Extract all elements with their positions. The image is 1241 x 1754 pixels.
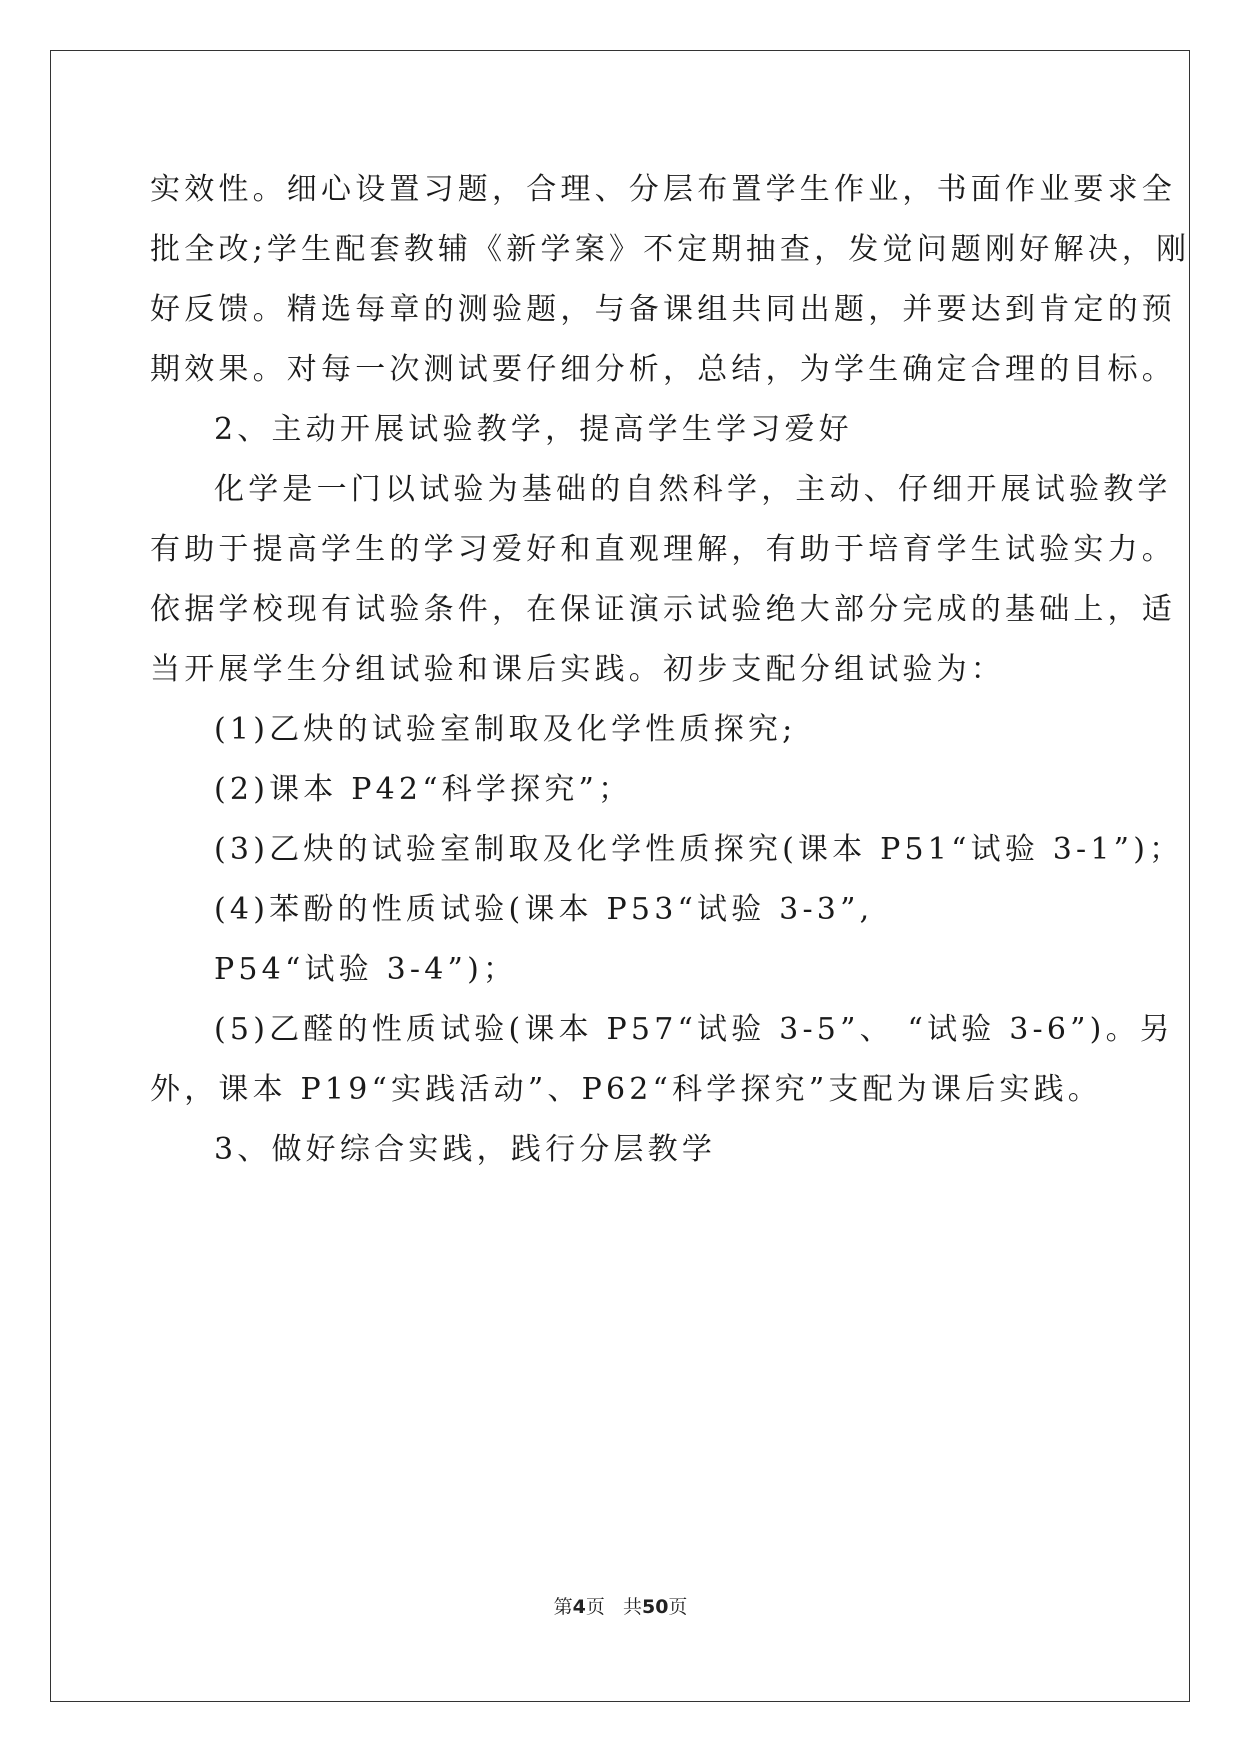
footer-total-prefix: 共 — [622, 1596, 642, 1618]
text-line: 当开展学生分组试验和课后实践。初步支配分组试验为： — [150, 652, 1005, 687]
list-item: (4)苯酚的性质试验(课本 P53“试验 3-3”, — [214, 892, 874, 927]
footer-prefix: 第 — [553, 1596, 573, 1618]
page-footer — [0, 1592, 1241, 1619]
list-item: (5)乙醛的性质试验(课本 P57“试验 3-5”、 “试验 3-6”)。另 — [214, 1012, 1174, 1047]
list-item: (3)乙炔的试验室制取及化学性质探究(课本 P51“试验 3-1”)； — [214, 832, 1184, 867]
text-line: 好反馈。精选每章的测验题，与备课组共同出题，并要达到肯定的预 — [150, 292, 1176, 327]
footer-page-suffix: 页 — [585, 1596, 605, 1618]
text-line: 实效性。细心设置习题，合理、分层布置学生作业，书面作业要求全 — [150, 172, 1176, 207]
list-item: P54“试验 3-4”)； — [214, 952, 518, 987]
section-heading: 2、主动开展试验教学，提高学生学习爱好 — [214, 412, 853, 447]
footer-total-pages: 50 — [641, 1596, 669, 1618]
list-item: (2)课本 P42“科学探究”； — [214, 772, 633, 807]
text-line: 外，课本 P19“实践活动”、P62“科学探究”支配为课后实践。 — [150, 1072, 1103, 1107]
text-line: 期效果。对每一次测试要仔细分析，总结，为学生确定合理的目标。 — [150, 352, 1176, 387]
section-heading: 3、做好综合实践，践行分层教学 — [214, 1132, 717, 1167]
text-line: 批全改;学生配套教辅《新学案》不定期抽查，发觉问题刚好解决，刚 — [150, 232, 1191, 267]
text-line: 化学是一门以试验为基础的自然科学，主动、仔细开展试验教学 — [214, 472, 1172, 507]
list-item: (1)乙炔的试验室制取及化学性质探究; — [214, 712, 797, 747]
footer-total-suffix: 页 — [668, 1596, 688, 1618]
text-line: 有助于提高学生的学习爱好和直观理解，有助于培育学生试验实力。 — [150, 532, 1176, 567]
footer-page-number: 4 — [572, 1596, 586, 1618]
text-line: 依据学校现有试验条件，在保证演示试验绝大部分完成的基础上，适 — [150, 592, 1176, 627]
